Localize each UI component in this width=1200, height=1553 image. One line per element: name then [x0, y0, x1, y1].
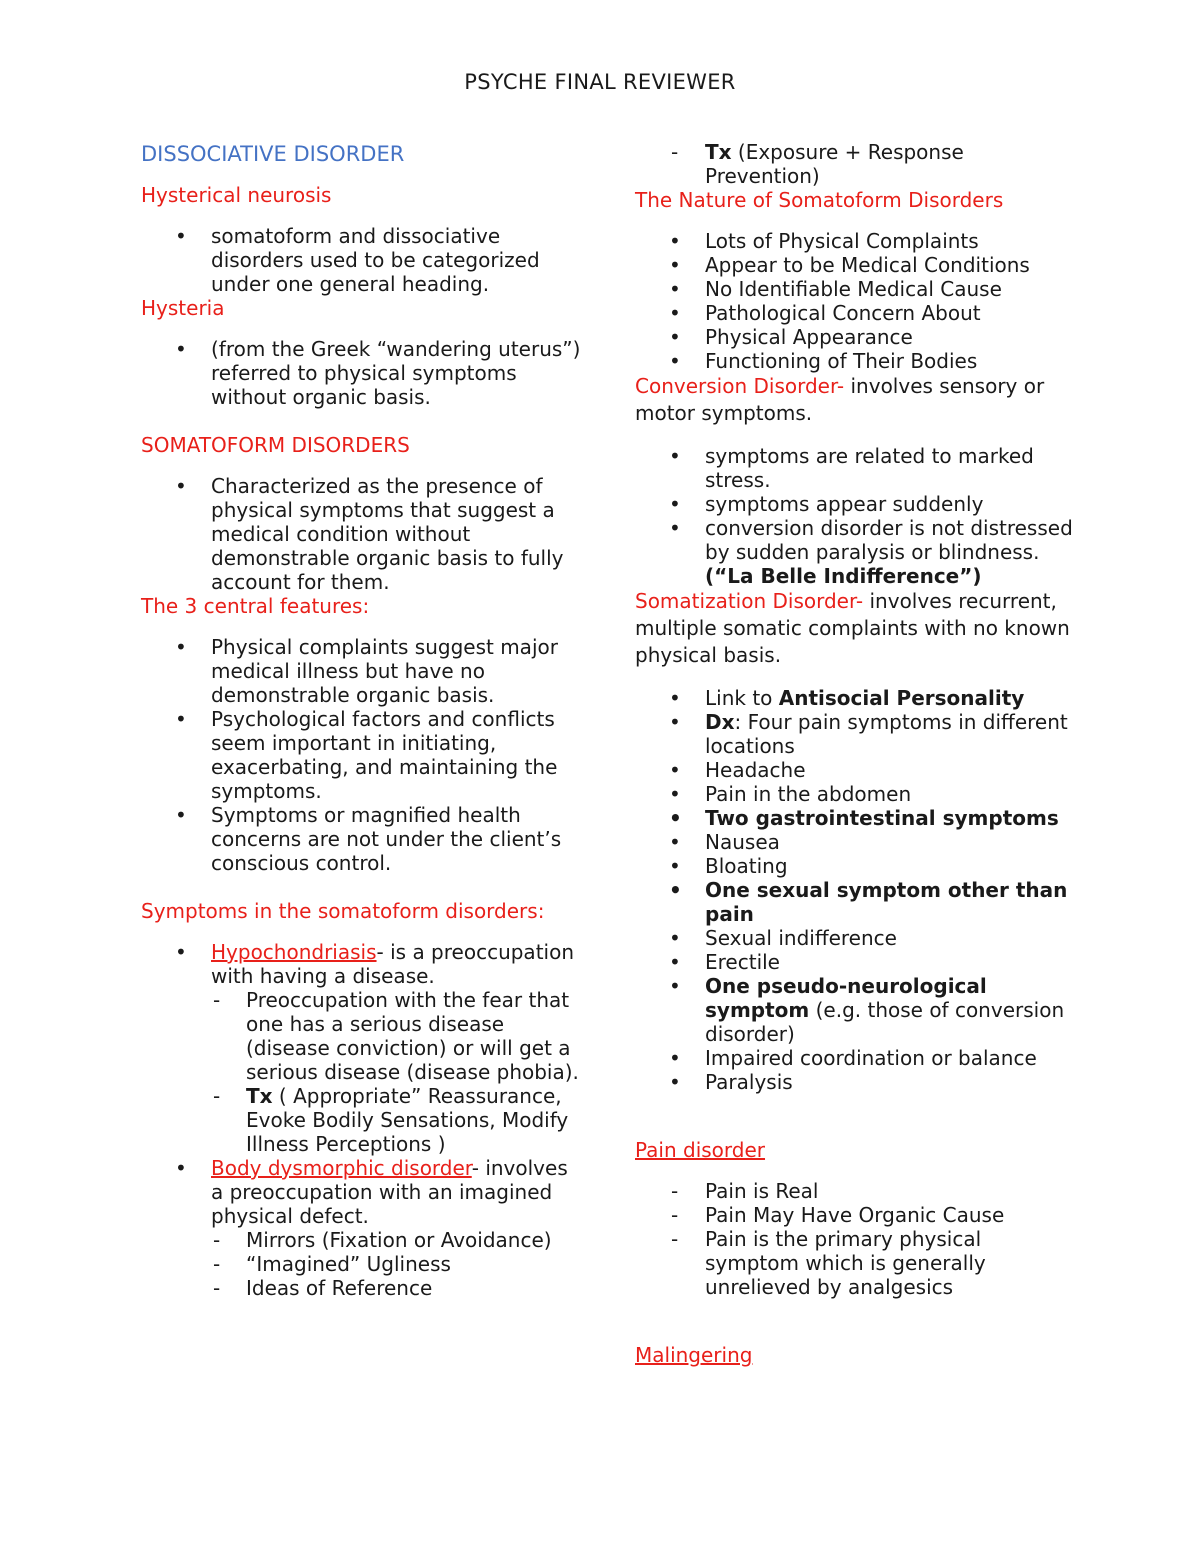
malingering-heading: Malingering: [635, 1343, 753, 1367]
body-dysmorphic-item: [141, 1156, 581, 1300]
list-item: - Pain May Have Organic Cause: [635, 1203, 1075, 1227]
list-item: • Two gastrointestinal symptoms: [635, 806, 1075, 830]
tx-item: [635, 140, 1075, 188]
list-item: [635, 710, 1075, 758]
nature-list: [635, 229, 1075, 373]
list-item: • Physical Appearance: [635, 325, 1075, 349]
list-item: • Symptoms or magnified health concerns are not under the client’s conscious control.: [141, 803, 581, 875]
hypochondriasis-desc: - is a preoccupation with having a disease.: [211, 940, 575, 988]
hypochondriasis-term: Hypochondriasis: [211, 940, 377, 964]
list-item: • symptoms appear suddenly: [635, 492, 1075, 516]
sub-item: - Preoccupation with the fear that one has a serious disease (disease conviction) or will get a serious disease (disease phobia).: [211, 988, 581, 1084]
tx-label: Tx: [246, 1084, 273, 1108]
somatoform-list: [141, 474, 581, 594]
list-item: • Pain in the abdomen: [635, 782, 1075, 806]
link-text: Link to: [705, 686, 779, 710]
list-item: • Appear to be Medical Conditions: [635, 253, 1075, 277]
list-item: • One sexual symptom other than pain: [635, 878, 1075, 926]
somatoform-heading: SOMATOFORM DISORDERS: [141, 433, 410, 457]
somatization-paragraph: [635, 588, 1075, 669]
list-item: [635, 686, 1075, 710]
conversion-paragraph: [635, 373, 1075, 427]
sub-item: - Mirrors (Fixation or Avoidance): [211, 1228, 581, 1252]
list-item: • Nausea: [635, 830, 1075, 854]
pseudo-bold: One pseudo-neurological symptom: [705, 974, 987, 1022]
somatization-term: Somatization Disorder-: [635, 589, 864, 613]
list-item: • somatoform and dissociative disorders used to be categorized under one general heading.: [141, 224, 581, 296]
list-item: • Headache: [635, 758, 1075, 782]
list-item: • Sexual indifference: [635, 926, 1075, 950]
list-item: • Bloating: [635, 854, 1075, 878]
left-column: [141, 140, 581, 1300]
list-item: • Pathological Concern About: [635, 301, 1075, 325]
tx-desc: ( Appropriate” Reassurance, Evoke Bodily Sensations, Modify Illness Perceptions ): [246, 1084, 569, 1156]
central-features-heading: The 3 central features:: [141, 594, 370, 618]
hysterical-neurosis-heading: Hysterical neurosis: [141, 183, 332, 207]
list-item: • Paralysis: [635, 1070, 1075, 1094]
sub-item: - “Imagined” Ugliness: [211, 1252, 581, 1276]
hysteria-heading: Hysteria: [141, 296, 225, 320]
list-item: • Characterized as the presence of physical symptoms that suggest a medical condition without demonstrable organic basis to fully account for them.: [141, 474, 581, 594]
conversion-list: [635, 444, 1075, 588]
sub-item: [211, 1084, 581, 1156]
hypochondriasis-sublist: [211, 988, 581, 1156]
la-belle-indifference: (“La Belle Indifference”): [705, 564, 982, 588]
hysteria-list: [141, 337, 581, 409]
conversion-term: Conversion Disorder-: [635, 374, 845, 398]
dx-desc: : Four pain symptoms in different locations: [705, 710, 1068, 758]
symptoms-list: [141, 940, 581, 1300]
list-item: • Functioning of Their Bodies: [635, 349, 1075, 373]
dx-label: Dx: [705, 710, 735, 734]
list-item: [635, 974, 1075, 1046]
list-item: • Physical complaints suggest major medical illness but have no demonstrable organic basis.: [141, 635, 581, 707]
list-item: • Impaired coordination or balance: [635, 1046, 1075, 1070]
pain-list: [635, 1179, 1075, 1299]
hypochondriasis-item: [141, 940, 581, 1156]
conversion-desc: involves sensory or motor symptoms.: [635, 374, 1045, 425]
body-dysmorphic-sublist: [211, 1228, 581, 1300]
pain-disorder-heading: Pain disorder: [635, 1138, 766, 1162]
list-item: • Lots of Physical Complaints: [635, 229, 1075, 253]
page-title: PSYCHE FINAL REVIEWER: [464, 70, 736, 94]
list-item: [635, 516, 1075, 588]
nature-heading: The Nature of Somatoform Disorders: [635, 188, 1004, 212]
list-item: • (from the Greek “wandering uterus”) referred to physical symptoms without organic basis.: [141, 337, 581, 409]
tx-label: Tx: [705, 140, 732, 164]
body-dysmorphic-desc: - involves a preoccupation with an imagined physical defect.: [211, 1156, 568, 1228]
list-item: • Erectile: [635, 950, 1075, 974]
list-item: - Pain is the primary physical symptom which is generally unrelieved by analgesics: [635, 1227, 1075, 1299]
list-item: - Pain is Real: [635, 1179, 1075, 1203]
list-item: • symptoms are related to marked stress.: [635, 444, 1075, 492]
link-bold: Antisocial Personality: [778, 686, 1025, 710]
right-column: [635, 140, 1075, 1367]
hysterical-neurosis-list: [141, 224, 581, 296]
sub-item: - Ideas of Reference: [211, 1276, 581, 1300]
body-dysmorphic-term: Body dysmorphic disorder: [211, 1156, 472, 1180]
list-item: • No Identifiable Medical Cause: [635, 277, 1075, 301]
pseudo-desc: (e.g. those of conversion disorder): [705, 998, 1065, 1046]
somatization-desc: involves recurrent, multiple somatic complaints with no known physical basis.: [635, 589, 1070, 667]
somatization-list: [635, 686, 1075, 1094]
tx-list: [635, 140, 1075, 188]
central-features-list: [141, 635, 581, 875]
conversion-last-text: conversion disorder is not distressed by sudden paralysis or blindness.: [705, 516, 1073, 564]
tx-desc: (Exposure + Response Prevention): [705, 140, 964, 188]
dissociative-heading: DISSOCIATIVE DISORDER: [141, 142, 405, 166]
symptoms-heading: Symptoms in the somatoform disorders:: [141, 899, 545, 923]
list-item: • Psychological factors and conflicts seem important in initiating, exacerbating, and maintaining the symptoms.: [141, 707, 581, 803]
